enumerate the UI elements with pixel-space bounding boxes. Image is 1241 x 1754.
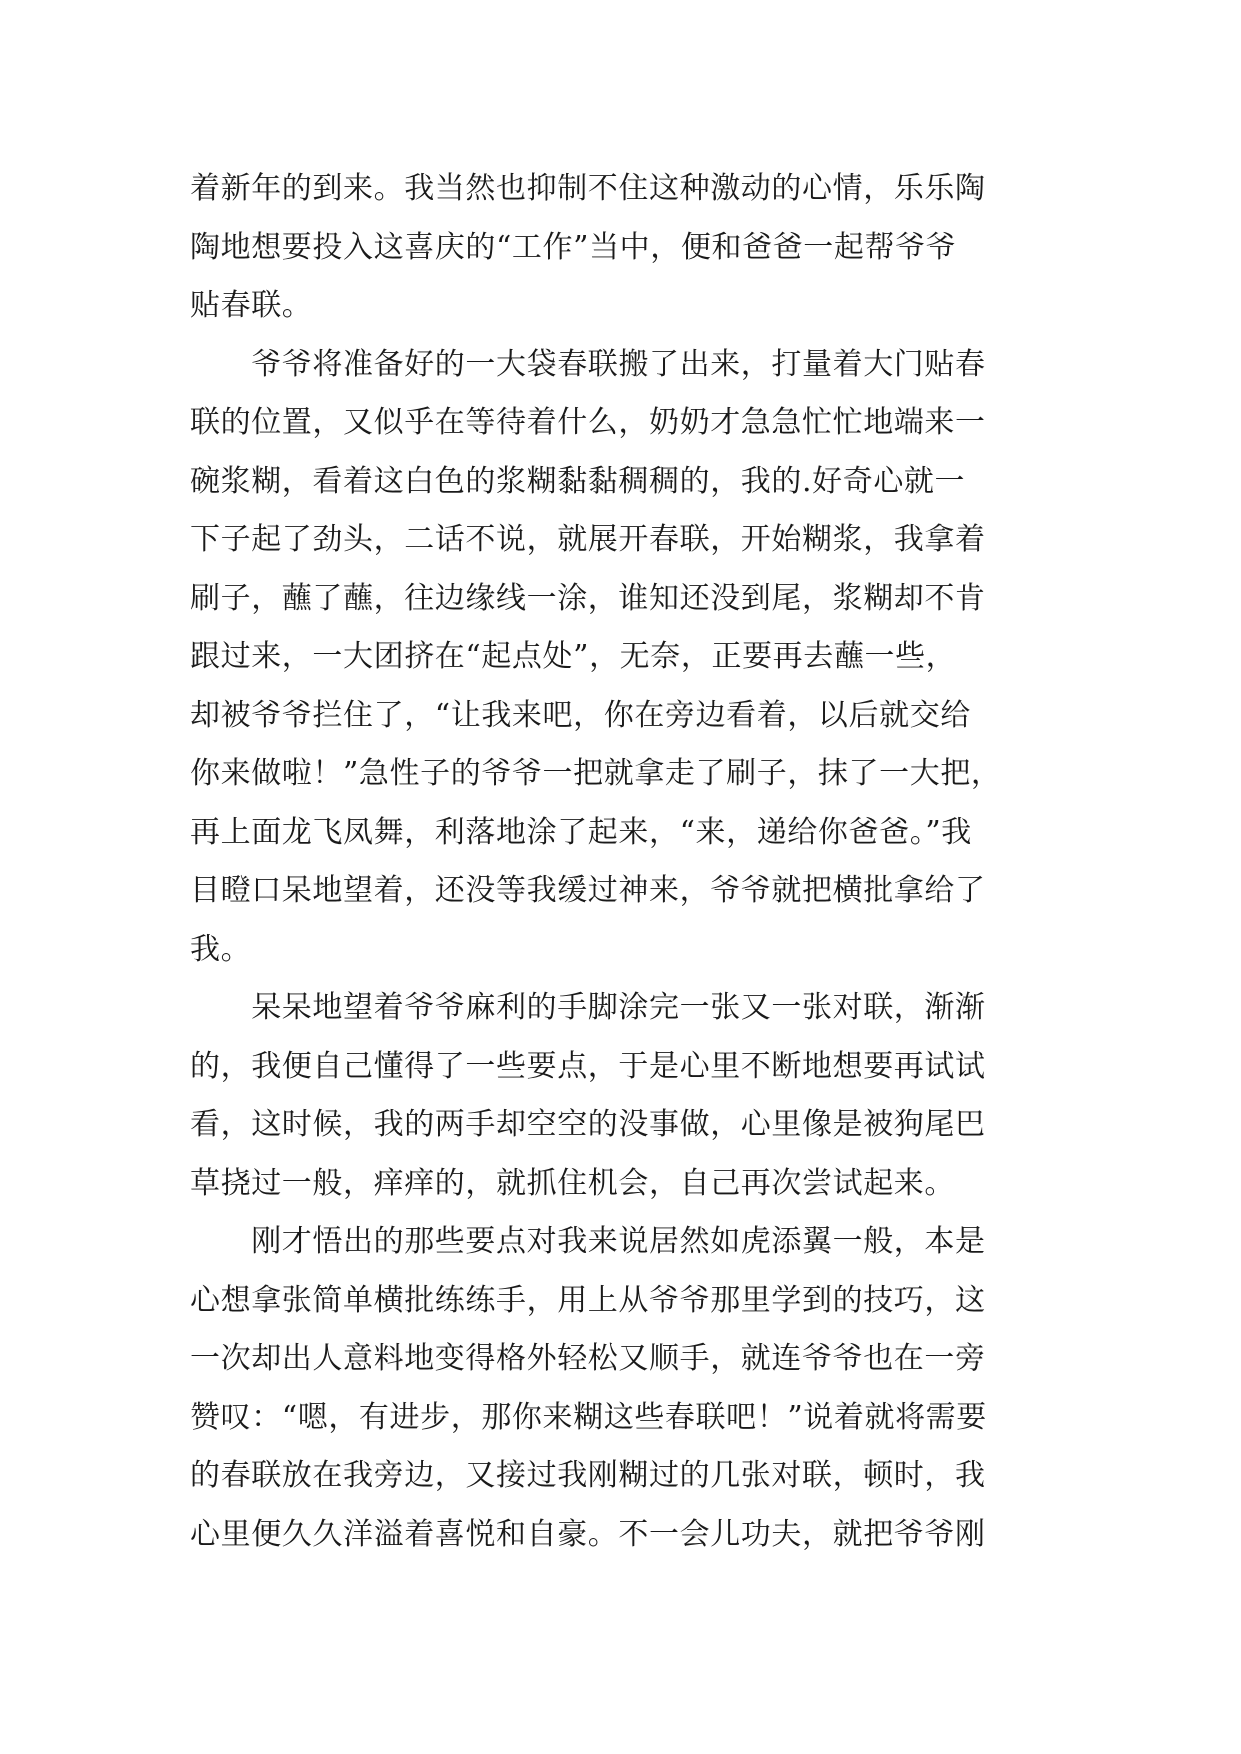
text-line: 刷子，蘸了蘸，往边缘线一涂，谁知还没到尾，浆糊却不肯 xyxy=(190,580,986,616)
text-line: 心里便久久洋溢着喜悦和自豪。不一会儿功夫，就把爷爷刚 xyxy=(190,1516,986,1552)
text-line: 贴春联。 xyxy=(190,288,313,323)
text-line: 我。 xyxy=(190,931,252,967)
text-line: 草挠过一般，痒痒的，就抓住机会，自己再次尝试起来。 xyxy=(190,1165,955,1201)
text-line: 再上面龙飞凤舞，利落地涂了起来，“来，递给你爸爸。”我 xyxy=(190,814,972,850)
body-text xyxy=(190,160,1050,1564)
text-line: 却被爷爷拦住了，“让我来吧，你在旁边看着，以后就交给 xyxy=(190,697,971,733)
text-line: 下子起了劲头，二话不说，就展开春联，开始糊浆，我拿着 xyxy=(190,522,986,557)
text-line: 你来做啦！”急性子的爷爷一把就拿走了刷子，抹了一大把， xyxy=(190,756,1002,791)
text-line: 联的位置，又似乎在等待着什么，奶奶才急急忙忙地端来一 xyxy=(190,405,986,440)
text-line: 的，我便自己懂得了一些要点，于是心里不断地想要再试试 xyxy=(190,1048,986,1084)
text-line: 一次却出人意料地变得格外轻松又顺手，就连爷爷也在一旁 xyxy=(190,1341,986,1376)
text-line: 爷爷将准备好的一大袋春联搬了出来，打量着大门贴春 xyxy=(190,346,986,382)
text-line: 赞叹：“嗯，有进步，那你来糊这些春联吧！”说着就将需要 xyxy=(190,1399,987,1435)
text-line: 呆呆地望着爷爷麻利的手脚涂完一张又一张对联，渐渐 xyxy=(190,990,986,1025)
text-line: 心想拿张简单横批练练手，用上从爷爷那里学到的技巧，这 xyxy=(190,1282,986,1318)
text-line: 刚才悟出的那些要点对我来说居然如虎添翼一般，本是 xyxy=(190,1224,986,1259)
text-line: 看，这时候，我的两手却空空的没事做，心里像是被狗尾巴 xyxy=(190,1107,986,1142)
text-line: 目瞪口呆地望着，还没等我缓过神来，爷爷就把横批拿给了 xyxy=(190,873,986,908)
text-line: 碗浆糊，看着这白色的浆糊黏黏稠稠的，我的.好奇心就一 xyxy=(190,463,966,499)
text-line: 跟过来，一大团挤在“起点处”，无奈，正要再去蘸一些， xyxy=(190,639,957,674)
text-line: 陶地想要投入这喜庆的“工作”当中，便和爸爸一起帮爷爷 xyxy=(190,229,957,265)
text-line: 的春联放在我旁边，又接过我刚糊过的几张对联，顿时，我 xyxy=(190,1458,986,1493)
text-line: 着新年的到来。我当然也抑制不住这种激动的心情，乐乐陶 xyxy=(190,171,986,206)
